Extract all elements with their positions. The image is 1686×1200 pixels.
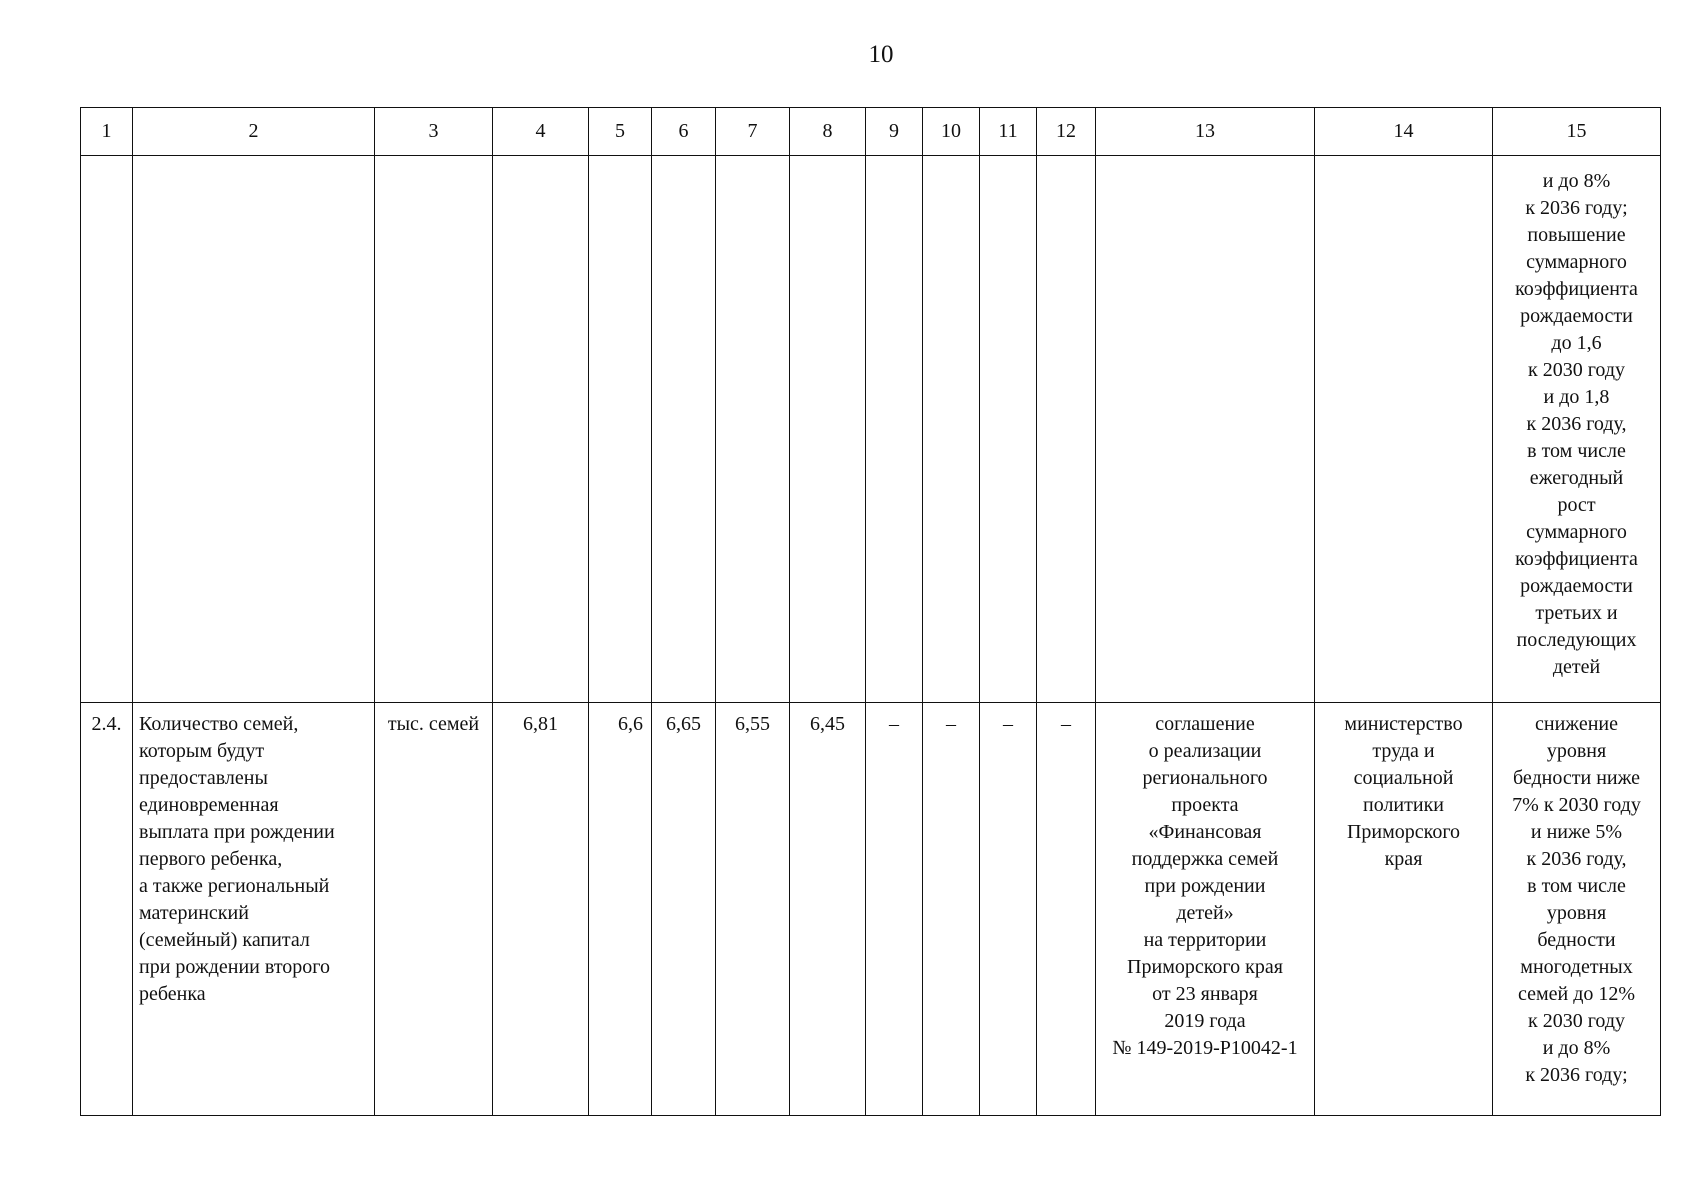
header-cell-2: 2 [133, 108, 375, 156]
header-cell-7: 7 [716, 108, 790, 156]
header-cell-15: 15 [1493, 108, 1661, 156]
result-cell: снижение уровня бедности ниже 7% к 2030 году и ниже 5% к 2036 году, в том числе уровня бедности многодетных семей до 12% к 2030 году и до 8% к 2036 году; [1493, 703, 1661, 1116]
header-cell-1: 1 [81, 108, 133, 156]
empty-cell [81, 156, 133, 703]
empty-cell [866, 156, 923, 703]
value-cell-12: – [1037, 703, 1096, 1116]
empty-cell [493, 156, 589, 703]
unit-cell: тыс. семей [375, 703, 493, 1116]
header-cell-3: 3 [375, 108, 493, 156]
row-number-cell: 2.4. [81, 703, 133, 1116]
value-cell-10: – [923, 703, 980, 1116]
empty-cell [652, 156, 716, 703]
empty-cell [1096, 156, 1315, 703]
header-cell-14: 14 [1315, 108, 1493, 156]
header-cell-13: 13 [1096, 108, 1315, 156]
empty-cell [790, 156, 866, 703]
empty-cell [980, 156, 1037, 703]
empty-cell [1315, 156, 1493, 703]
value-cell-5: 6,6 [589, 703, 652, 1116]
value-cell-4: 6,81 [493, 703, 589, 1116]
table-row-2-4 [81, 703, 1661, 1116]
header-cell-8: 8 [790, 108, 866, 156]
empty-cell [375, 156, 493, 703]
empty-cell [133, 156, 375, 703]
page-number: 10 [868, 41, 894, 68]
value-cell-11: – [980, 703, 1037, 1116]
table-row-continuation [81, 156, 1661, 703]
document-cell: соглашение о реализации регионального проекта «Финансовая поддержка семей при рождении детей» на территории Приморского края от 23 января 2019 года № 149-2019-Р10042-1 [1096, 703, 1315, 1116]
value-cell-8: 6,45 [790, 703, 866, 1116]
indicator-name-cell: Количество семей, которым будут предоставлены единовременная выплата при рождении первого ребенка, а также региональный материнский (семейный) капитал при рождении второго ребенка [133, 703, 375, 1116]
table-header-row [81, 108, 1661, 156]
indicator-table [80, 107, 1661, 1116]
responsible-cell: министерство труда и социальной политики Приморского края [1315, 703, 1493, 1116]
header-cell-12: 12 [1037, 108, 1096, 156]
value-cell-6: 6,65 [652, 703, 716, 1116]
value-cell-9: – [866, 703, 923, 1116]
result-cell-continued: и до 8% к 2036 году; повышение суммарного коэффициента рождаемости до 1,6 к 2030 году и до 1,8 к 2036 году, в том числе ежегодный рост суммарного коэффициента рождаемости третьих и последующих детей [1493, 156, 1661, 703]
empty-cell [1037, 156, 1096, 703]
header-cell-10: 10 [923, 108, 980, 156]
empty-cell [716, 156, 790, 703]
value-cell-7: 6,55 [716, 703, 790, 1116]
header-cell-6: 6 [652, 108, 716, 156]
header-cell-4: 4 [493, 108, 589, 156]
header-cell-9: 9 [866, 108, 923, 156]
header-cell-5: 5 [589, 108, 652, 156]
empty-cell [589, 156, 652, 703]
empty-cell [923, 156, 980, 703]
header-cell-11: 11 [980, 108, 1037, 156]
